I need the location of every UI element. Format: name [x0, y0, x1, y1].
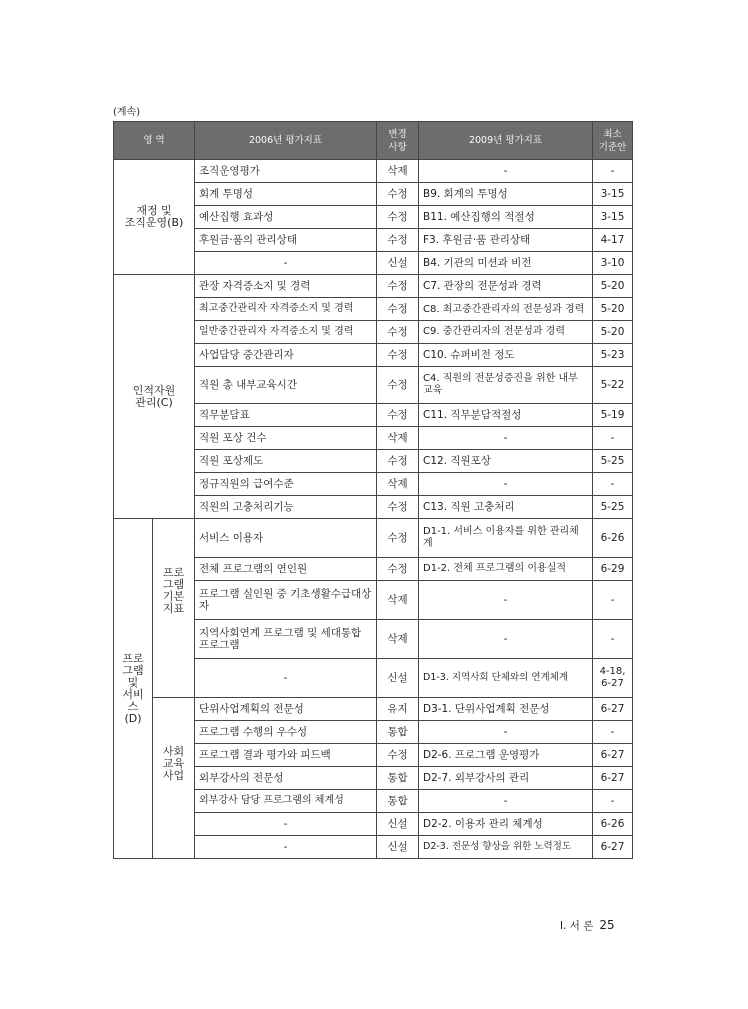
cell-2006: -	[195, 813, 377, 836]
cell-2006: -	[195, 659, 377, 698]
cell-2009: D1-2. 전체 프로그램의 이용실적	[419, 558, 593, 581]
cell-2006: 직원 총 내부교육시간	[195, 367, 377, 404]
cell-2009: C11. 직무분담적절성	[419, 404, 593, 427]
cell-2006: 조직운영평가	[195, 160, 377, 183]
cell-2009: C9. 중간관리자의 전문성과 경력	[419, 321, 593, 344]
cell-2009: -	[419, 427, 593, 450]
table-header-row	[114, 122, 633, 160]
cell-change: 수정	[377, 496, 419, 519]
cell-2009: C4. 직원의 전문성증진을 위한 내부 교육	[419, 367, 593, 404]
cell-min: 3-15	[593, 206, 633, 229]
area-finance: 재정 및 조직운영(B)	[114, 160, 195, 275]
cell-2009: D3-1. 단위사업계획 전문성	[419, 698, 593, 721]
cell-2009: -	[419, 473, 593, 496]
cell-2009: F3. 후원금·품 관리상태	[419, 229, 593, 252]
cell-change: 수정	[377, 183, 419, 206]
cell-change: 통합	[377, 790, 419, 813]
cell-min: 5-20	[593, 275, 633, 298]
cell-2006: 직원 포상 건수	[195, 427, 377, 450]
cell-change: 삭제	[377, 581, 419, 620]
area-program: 프로 그램 및 서비스 (D)	[114, 519, 153, 859]
cell-2009: C10. 슈퍼비전 정도	[419, 344, 593, 367]
cell-change: 신설	[377, 813, 419, 836]
cell-2006: 직무분담표	[195, 404, 377, 427]
cell-change: 신설	[377, 252, 419, 275]
cell-2006: 직원의 고충처리기능	[195, 496, 377, 519]
page-footer	[560, 918, 615, 933]
cell-min: 6-26	[593, 519, 633, 558]
cell-min: 5-22	[593, 367, 633, 404]
cell-min: 6-27	[593, 744, 633, 767]
footer-section: Ⅰ. 서 론	[560, 920, 594, 932]
cell-min: 5-25	[593, 450, 633, 473]
cell-2009: -	[419, 620, 593, 659]
cell-change: 삭제	[377, 427, 419, 450]
cell-min: 4-17	[593, 229, 633, 252]
cell-2006: 전체 프로그램의 연인원	[195, 558, 377, 581]
cell-2006: 정규직원의 급여수준	[195, 473, 377, 496]
cell-min: 5-19	[593, 404, 633, 427]
cell-change: 삭제	[377, 473, 419, 496]
continued-label: (계속)	[113, 107, 141, 118]
cell-min: -	[593, 620, 633, 659]
cell-min: 6-26	[593, 813, 633, 836]
cell-min: -	[593, 721, 633, 744]
cell-min: 6-27	[593, 836, 633, 859]
cell-change: 수정	[377, 321, 419, 344]
cell-2009: C8. 최고중간관리자의 전문성과 경력	[419, 298, 593, 321]
cell-change: 유지	[377, 698, 419, 721]
cell-change: 수정	[377, 206, 419, 229]
page-number: 25	[599, 918, 615, 932]
cell-2006: 프로그램 수행의 우수성	[195, 721, 377, 744]
cell-change: 통합	[377, 767, 419, 790]
cell-2009: D2-2. 이용자 관리 체계성	[419, 813, 593, 836]
header-2006-indicator: 2006년 평가지표	[195, 122, 377, 160]
cell-2006: 서비스 이용자	[195, 519, 377, 558]
cell-2009: B11. 예산집행의 적절성	[419, 206, 593, 229]
cell-change: 신설	[377, 659, 419, 698]
cell-min: 4-18, 6-27	[593, 659, 633, 698]
cell-2009: -	[419, 581, 593, 620]
cell-min: -	[593, 160, 633, 183]
cell-2009: B4. 기관의 미션과 비전	[419, 252, 593, 275]
cell-2006: 예산집행 효과성	[195, 206, 377, 229]
cell-change: 신설	[377, 836, 419, 859]
cell-min: 6-29	[593, 558, 633, 581]
cell-2009: -	[419, 790, 593, 813]
cell-2009: -	[419, 721, 593, 744]
header-area: 영 역	[114, 122, 195, 160]
cell-min: -	[593, 581, 633, 620]
area-hr: 인적자원 관리(C)	[114, 275, 195, 519]
cell-2006: 직원 포상제도	[195, 450, 377, 473]
table-row	[114, 519, 633, 558]
cell-2006: 단위사업계획의 전문성	[195, 698, 377, 721]
header-change: 변경 사항	[377, 122, 419, 160]
cell-min: 5-25	[593, 496, 633, 519]
cell-change: 수정	[377, 404, 419, 427]
cell-change: 수정	[377, 275, 419, 298]
cell-2006: 외부강사 담당 프로그램의 체계성	[195, 790, 377, 813]
cell-2009: D2-6. 프로그램 운영평가	[419, 744, 593, 767]
cell-2006: 사업담당 중간관리자	[195, 344, 377, 367]
cell-2009: B9. 회계의 투명성	[419, 183, 593, 206]
cell-2006: -	[195, 836, 377, 859]
cell-min: -	[593, 427, 633, 450]
cell-change: 삭제	[377, 620, 419, 659]
cell-2006: 지역사회연계 프로그램 및 세대통합 프로그램	[195, 620, 377, 659]
cell-change: 수정	[377, 367, 419, 404]
area-social-education: 사회 교육 사업	[153, 698, 195, 859]
cell-min: 3-10	[593, 252, 633, 275]
cell-change: 수정	[377, 229, 419, 252]
table-row	[114, 160, 633, 183]
cell-min: 3-15	[593, 183, 633, 206]
cell-change: 수정	[377, 519, 419, 558]
cell-2009: D2-7. 외부강사의 관리	[419, 767, 593, 790]
cell-min: -	[593, 790, 633, 813]
header-min-standard: 최소 기준안	[593, 122, 633, 160]
cell-2006: 프로그램 실인원 중 기초생활수급대상자	[195, 581, 377, 620]
cell-min: -	[593, 473, 633, 496]
cell-min: 6-27	[593, 698, 633, 721]
cell-change: 수정	[377, 298, 419, 321]
cell-2006: -	[195, 252, 377, 275]
cell-2006: 회계 투명성	[195, 183, 377, 206]
cell-2009: -	[419, 160, 593, 183]
cell-2006: 프로그램 결과 평가와 피드백	[195, 744, 377, 767]
table-row	[114, 698, 633, 721]
cell-change: 수정	[377, 344, 419, 367]
cell-2009: C13. 직원 고충처리	[419, 496, 593, 519]
cell-min: 5-23	[593, 344, 633, 367]
cell-2009: D2-3. 전문성 향상을 위한 노력정도	[419, 836, 593, 859]
header-2009-indicator: 2009년 평가지표	[419, 122, 593, 160]
cell-min: 5-20	[593, 321, 633, 344]
cell-change: 삭제	[377, 160, 419, 183]
table-row	[114, 275, 633, 298]
cell-2009: D1-3. 지역사회 단체와의 연계체계	[419, 659, 593, 698]
cell-change: 수정	[377, 450, 419, 473]
cell-2009: C7. 관장의 전문성과 경력	[419, 275, 593, 298]
cell-2006: 최고중간관리자 자격증소지 및 경력	[195, 298, 377, 321]
cell-2006: 관장 자격증소지 및 경력	[195, 275, 377, 298]
cell-2006: 외부강사의 전문성	[195, 767, 377, 790]
cell-change: 수정	[377, 558, 419, 581]
indicator-comparison-table	[113, 121, 633, 859]
cell-2009: C12. 직원포상	[419, 450, 593, 473]
cell-2006: 일반중간관리자 자격증소지 및 경력	[195, 321, 377, 344]
area-basic-indicator: 프로 그램 기본 지표	[153, 519, 195, 698]
cell-2006: 후원금·품의 관리상태	[195, 229, 377, 252]
cell-min: 6-27	[593, 767, 633, 790]
cell-2009: D1-1. 서비스 이용자를 위한 관리체계	[419, 519, 593, 558]
cell-change: 통합	[377, 721, 419, 744]
cell-change: 수정	[377, 744, 419, 767]
cell-min: 5-20	[593, 298, 633, 321]
